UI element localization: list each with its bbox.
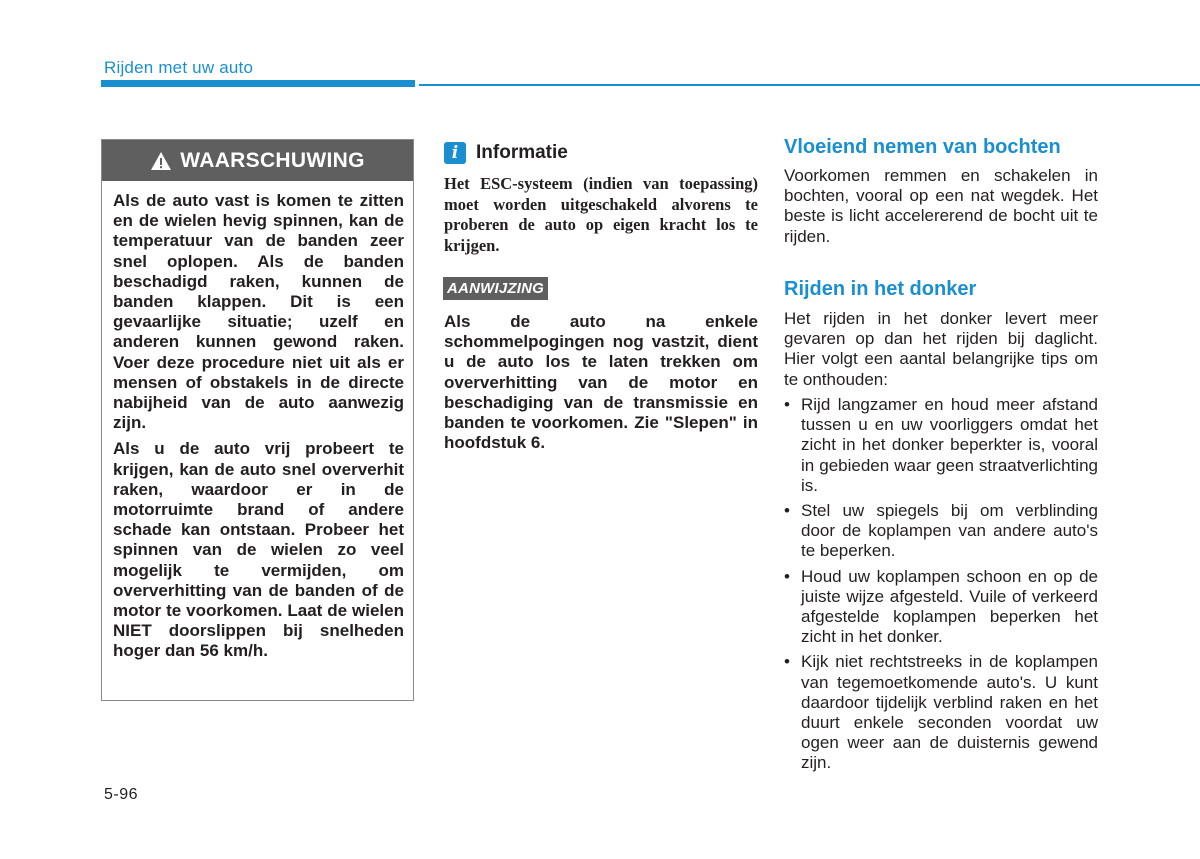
- warning-body: [102, 181, 413, 662]
- list-item-text: Stel uw spiegels bij om verblinding door de koplampen van andere auto's te beperken.: [801, 501, 1098, 561]
- warning-header: [102, 140, 413, 181]
- paragraph-cornering: Voorkomen remmen en schakelen in bochten, vooral op een nat wegdek. Het beste is licht accelererend de bocht uit te rijden.: [784, 166, 1098, 246]
- section-title: Rijden met uw auto: [104, 58, 254, 77]
- note-text: Als de auto na enkele schommelpogingen nog vastzit, dient u de auto los te laten trekken om oververhitting van de motor en beschadiging van de transmissie en banden te voorkomen. Zie "Slepen" in hoofdstuk 6.: [444, 312, 758, 453]
- list-item: [784, 395, 1098, 496]
- info-title: Informatie: [476, 142, 568, 163]
- list-item-text: Rijd langzamer en houd meer afstand tussen u en uw voorliggers omdat het zicht in het donker beperkter is, vooral in gebieden waar geen straatverlichting is.: [801, 395, 1098, 495]
- bullet-icon: •: [784, 566, 790, 586]
- list-item: [784, 652, 1098, 773]
- list-item: [784, 501, 1098, 562]
- heading-night-driving: Rijden in het donker: [784, 278, 977, 300]
- heading-cornering: Vloeiend nemen van bochten: [784, 136, 1061, 158]
- note-tag: AANWIJZING: [443, 277, 548, 300]
- night-driving-tips-list: [784, 395, 1098, 779]
- page-number: 5-96: [104, 786, 139, 803]
- header-rule-thick: [101, 80, 415, 87]
- header-rule-thin: [419, 84, 1200, 86]
- bullet-icon: •: [784, 395, 790, 414]
- warning-triangle-icon: [150, 151, 172, 171]
- list-item: [784, 567, 1098, 648]
- warning-paragraph: Als u de auto vrij probeert te krijgen, kan de auto snel oververhit raken, waardoor er in de motorruimte brand of andere schade kan ontstaan. Probeer het spinnen van de wielen zo veel mogelijk te vermijden, om oververhitting van de banden of de motor te voorkomen. Laat de wielen NIET doorslippen bij snelheden hoger dan 56 km/h.: [113, 439, 404, 661]
- info-text: Het ESC-systeem (indien van toepassing) moet worden uitgeschakeld alvorens te proberen de auto op eigen kracht los te krijgen.: [444, 174, 758, 255]
- warning-paragraph: Als de auto vast is komen te zitten en de wielen hevig spinnen, kan de temperatuur van de banden zeer snel oplopen. Als de banden beschadigd raken, kunnen de banden klappen. Dit is een gevaarlijke situatie; uzelf en anderen kunnen gewond raken. Voer deze procedure niet uit als er mensen of obstakels in de directe nabijheid van de auto aanwezig zijn.: [113, 191, 404, 433]
- paragraph-night-driving: Het rijden in het donker levert meer gevaren op dan het rijden bij daglicht. Hier volgt een aantal belangrijke tips om te onthouden:: [784, 309, 1098, 389]
- info-heading: [444, 142, 568, 164]
- bullet-icon: •: [784, 652, 790, 672]
- list-item-text: Kijk niet rechtstreeks in de koplampen van tegemoetkomende auto's. U kunt daardoor tijdelijk verblind raken en het duurt enkele seconden voordat uw ogen weer aan de duisternis gewend zijn.: [801, 652, 1098, 773]
- warning-box: [101, 139, 414, 701]
- warning-title: WAARSCHUWING: [180, 148, 365, 172]
- info-icon: i: [444, 142, 466, 164]
- bullet-icon: •: [784, 501, 790, 521]
- list-item-text: Houd uw koplampen schoon en op de juiste wijze afgesteld. Vuile of verkeerd afgestelde koplampen beperken het zicht in het donker.: [801, 566, 1098, 647]
